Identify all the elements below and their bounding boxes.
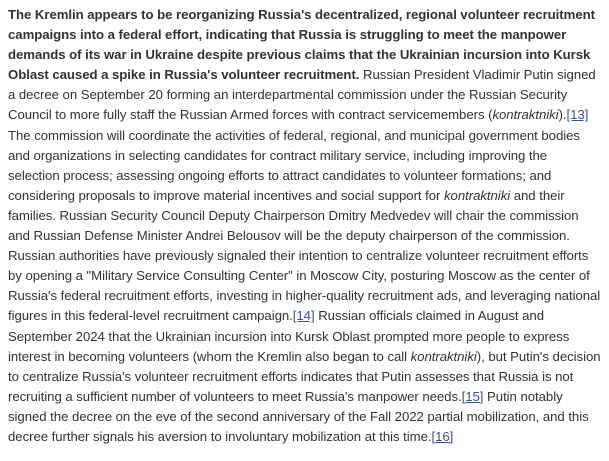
text-run: Putin notably signed the decree on the eve of the second anniversary of the Fall 2022 partial mobilization, and this decree further signals his aversion to involuntary mobilization at this time. [8, 388, 589, 444]
lead-sentence: The Kremlin appears to be reorganizing Russia's decentralized, regional volunteer recruitment campaigns into a federal effort, indicating that Russia is struggling to meet the manpower demands of its war in Ukraine despite previous claims that the Ukrainian incursion into Kursk Oblast caused a spike in Russia's volunteer recruitment. [8, 7, 595, 83]
text-run: ), but Putin's decision to centralize Russia's volunteer recruitment efforts indicates that Putin assesses that Russia is not recruiting a sufficient number of volunteers to meet Russia's manpower needs. [8, 348, 601, 404]
footnote-link-14[interactable]: [14] [292, 308, 315, 324]
text-run: The commission will coordinate the activities of federal, regional, and municipal government bodies and organizations in selecting candidates for contract military service, including improving the selection process; assessing ongoing efforts to attract candidates to volunteer formations; and considering proposals to improve material incentives and social support for [8, 127, 580, 203]
italic-term: kontraktniki [410, 348, 477, 364]
text-run: Russian President Vladimir Putin signed a decree on September 20 forming an interdepartmental commission under the Russian Security Council to more fully staff the Russian Armed forces with contract servicemembers ( [8, 67, 596, 123]
text-run: Russian officials claimed in August and September 2024 that the Ukrainian incursion into Kursk Oblast prompted more people to express interest in becoming volunteers (whom the Kremlin also began to call [8, 308, 570, 364]
footnote-link-15[interactable]: [15] [461, 388, 484, 404]
footnote-link-16[interactable]: [16] [431, 428, 454, 444]
italic-term: kontraktniki [492, 107, 559, 123]
text-run: ). [558, 107, 567, 123]
paragraph [8, 5, 601, 447]
text-run: and their families. Russian Security Council Deputy Chairperson Dmitry Medvedev will chair the commission and Russian Defense Minister Andrei Belousov will be the deputy chairperson of the commission. Russian authorities have previously signaled their intention to centralize volunteer recruitment efforts by opening a "Military Service Consulting Center" in Moscow City, posturing Moscow as the center of Russia's federal recruitment efforts, investing in higher-quality recruitment ads, and leveraging national figures in this federal-level recruitment campaign. [8, 187, 601, 324]
italic-term: kontraktniki [444, 187, 511, 203]
footnote-link-13[interactable]: [13] [566, 107, 589, 123]
